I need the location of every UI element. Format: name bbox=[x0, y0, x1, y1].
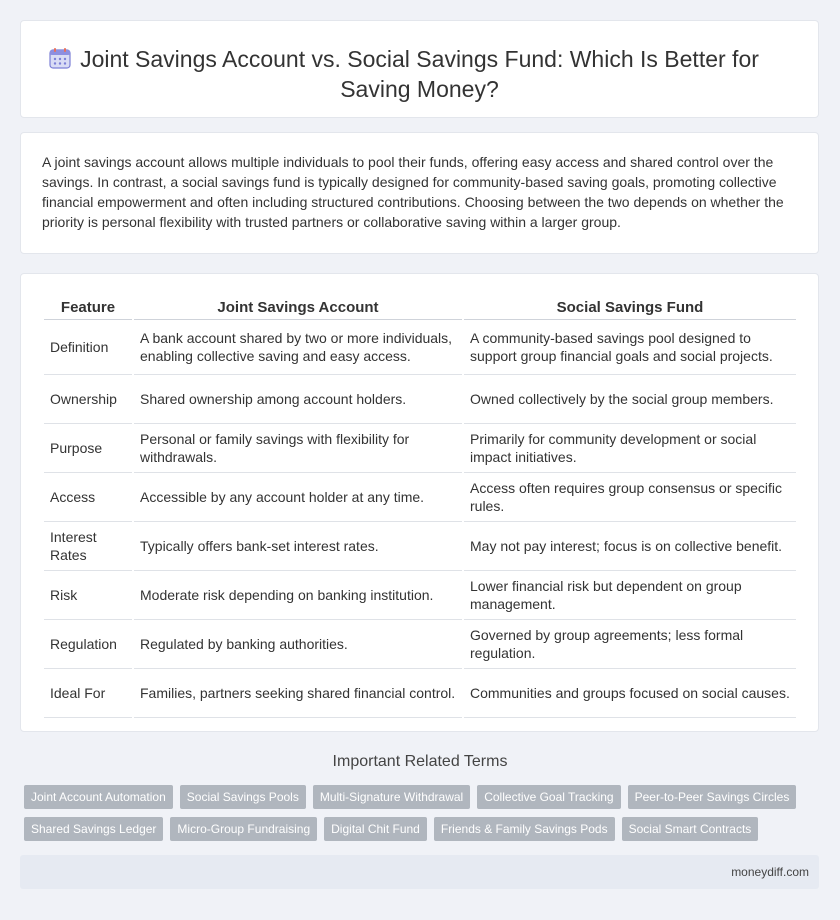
joint-cell: Families, partners seeking shared financial control. bbox=[134, 669, 462, 718]
tag-social-savings-pools[interactable]: Social Savings Pools bbox=[180, 785, 306, 809]
joint-cell: Typically offers bank-set interest rates. bbox=[134, 522, 462, 571]
feature-cell: Definition bbox=[44, 320, 132, 375]
header-social-savings: Social Savings Fund bbox=[464, 294, 796, 320]
table-row bbox=[44, 473, 796, 522]
header-feature: Feature bbox=[44, 294, 132, 320]
feature-cell: Regulation bbox=[44, 620, 132, 669]
comparison-table bbox=[42, 294, 798, 718]
table-row bbox=[44, 320, 796, 375]
related-terms-list bbox=[24, 785, 824, 849]
table-row bbox=[44, 571, 796, 620]
tag-digital-chit-fund[interactable]: Digital Chit Fund bbox=[324, 817, 427, 841]
social-cell: Primarily for community development or social impact initiatives. bbox=[464, 424, 796, 473]
tag-row bbox=[24, 817, 824, 841]
social-cell: A community-based savings pool designed to support group financial goals and social projects. bbox=[464, 320, 796, 375]
tag-micro-group-fundraising[interactable]: Micro-Group Fundraising bbox=[170, 817, 317, 841]
joint-cell: Regulated by banking authorities. bbox=[134, 620, 462, 669]
social-cell: Owned collectively by the social group members. bbox=[464, 375, 796, 424]
social-cell: May not pay interest; focus is on collective benefit. bbox=[464, 522, 796, 571]
table-row bbox=[44, 424, 796, 473]
social-cell: Lower financial risk but dependent on group management. bbox=[464, 571, 796, 620]
tag-row bbox=[24, 785, 824, 809]
feature-cell: Interest Rates bbox=[44, 522, 132, 571]
related-terms-title: Important Related Terms bbox=[332, 753, 508, 770]
table-row bbox=[44, 620, 796, 669]
tag-social-smart-contracts[interactable]: Social Smart Contracts bbox=[622, 817, 759, 841]
feature-cell: Risk bbox=[44, 571, 132, 620]
footer-site-link[interactable]: moneydiff.com bbox=[731, 865, 809, 879]
table-row bbox=[44, 375, 796, 424]
feature-cell: Purpose bbox=[44, 424, 132, 473]
feature-cell: Ideal For bbox=[44, 669, 132, 718]
footer bbox=[20, 855, 819, 889]
intro-card bbox=[20, 132, 819, 254]
intro-paragraph: A joint savings account allows multiple individuals to pool their funds, offering easy access and shared control over the savings. In contrast, a social savings fund is typically designed for community-based saving goals, promoting collective financial empowerment and often including structured contributions. Choosing between the two depends on whether the priority is personal flexibility with trusted partners or collaborative saving within a larger group. bbox=[42, 154, 784, 230]
feature-cell: Access bbox=[44, 473, 132, 522]
joint-cell: Shared ownership among account holders. bbox=[134, 375, 462, 424]
header-joint-savings: Joint Savings Account bbox=[134, 294, 462, 320]
social-cell: Access often requires group consensus or specific rules. bbox=[464, 473, 796, 522]
joint-cell: Moderate risk depending on banking institution. bbox=[134, 571, 462, 620]
tag-multi-signature-withdrawal[interactable]: Multi-Signature Withdrawal bbox=[313, 785, 470, 809]
page-title: Joint Savings Account vs. Social Savings Fund: Which Is Better for Saving Money? bbox=[80, 46, 759, 102]
feature-cell: Ownership bbox=[44, 375, 132, 424]
joint-cell: A bank account shared by two or more individuals, enabling collective saving and easy access. bbox=[134, 320, 462, 375]
tag-collective-goal-tracking[interactable]: Collective Goal Tracking bbox=[477, 785, 620, 809]
joint-cell: Personal or family savings with flexibility for withdrawals. bbox=[134, 424, 462, 473]
joint-cell: Accessible by any account holder at any time. bbox=[134, 473, 462, 522]
tag-friends-family-savings-pods[interactable]: Friends & Family Savings Pods bbox=[434, 817, 615, 841]
table-row bbox=[44, 522, 796, 571]
tag-peer-to-peer-savings-circles[interactable]: Peer-to-Peer Savings Circles bbox=[628, 785, 797, 809]
comparison-card bbox=[20, 273, 819, 732]
tag-shared-savings-ledger[interactable]: Shared Savings Ledger bbox=[24, 817, 163, 841]
header-card bbox=[20, 20, 819, 118]
tag-joint-account-automation[interactable]: Joint Account Automation bbox=[24, 785, 173, 809]
social-cell: Communities and groups focused on social causes. bbox=[464, 669, 796, 718]
table-row bbox=[44, 669, 796, 718]
social-cell: Governed by group agreements; less formal regulation. bbox=[464, 620, 796, 669]
